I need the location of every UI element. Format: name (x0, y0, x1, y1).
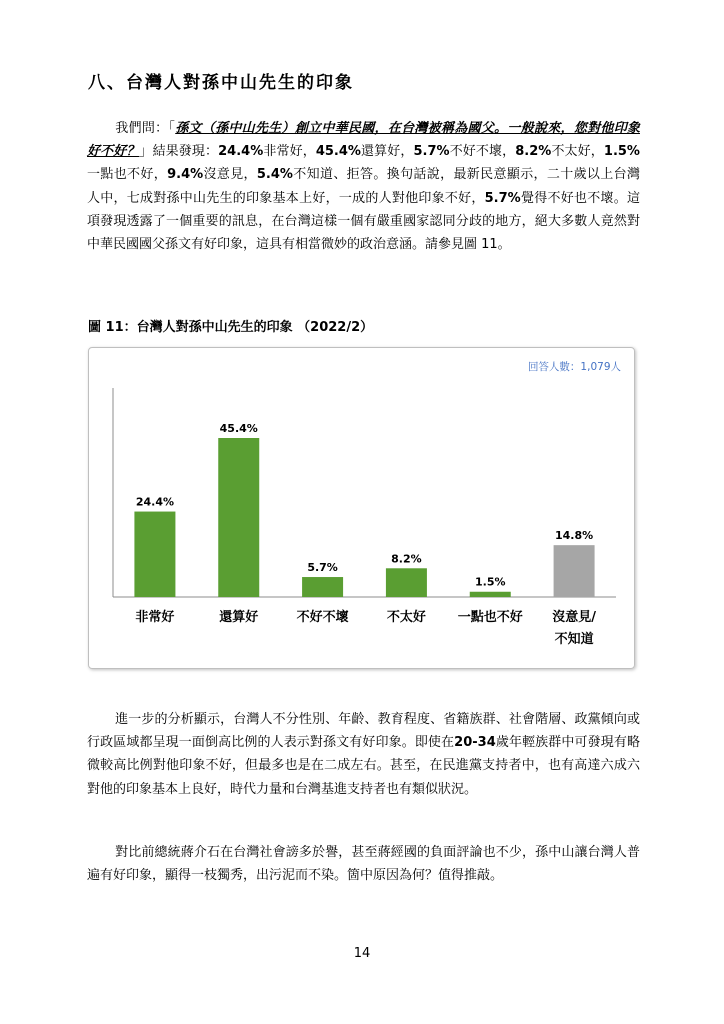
category-label: 不知道 (554, 632, 594, 647)
para1-text: 還算好， (360, 144, 414, 160)
page-number: 14 (353, 946, 371, 961)
paragraph-comparison (87, 841, 640, 887)
para1-lead: 我們問：「 (115, 121, 176, 136)
respondent-count: 回答人數：1,079人 (527, 361, 621, 373)
data-label: 1.5% (474, 575, 506, 589)
category-label: 沒意見/ (552, 610, 596, 625)
para1-text: 覺得不好也不壞。這項發現透露了一個重要的訊息，在台灣這樣一個有嚴重國家認同分歧的地方，絕大多數人竟然對中華民國國父孫文有好印象，這具有相當微妙的政治意涵。請參見圖 11。 (87, 190, 640, 253)
bar-chart (88, 347, 635, 669)
para1-text: 不知道、拒答。換句話說，最新民意顯示，二十歲以上台灣人中，七成對孫中山先生的印象基本上好，一成的人對他印象不好， (87, 167, 640, 206)
stat-very-good: 24.4% (218, 144, 264, 160)
para2-text: 進一步的分析顯示，台灣人不分性別、年齡、教育程度、省籍族群、社會階層、政黨傾向或行政區域都呈現一面倒高比例的人表示對孫文有好印象。即使在 (87, 712, 640, 751)
para1-text: 一點也不好， (87, 167, 168, 183)
bar (554, 545, 595, 597)
bar (386, 568, 427, 597)
section-title: 八、台灣人對孫中山先生的印象 (88, 73, 354, 93)
stat-dont-know: 5.4% (256, 167, 293, 183)
data-label: 14.8% (554, 529, 594, 543)
data-label: 5.7% (307, 561, 338, 575)
bar (134, 512, 175, 597)
stat-fairly-good: 45.4% (315, 144, 361, 160)
para2-text: 歲年輕族群中可發現有略微較高比例對他印象不好，但最多也是在二成左右。甚至，在民進黨支持者中，也有高達六成六對他的印象基本上良好，時代力量和台灣基進支持者也有類似狀況。 (87, 735, 640, 797)
data-label: 8.2% (391, 552, 422, 566)
para1-text: 非常好， (263, 144, 316, 160)
age-range: 20-34 (454, 735, 496, 751)
stat-neutral: 5.7% (413, 144, 450, 160)
survey-question: 孫文（孫中山先生）創立中華民國，在台灣被稱為國父。一般說來，您對他印象好不好？ (87, 121, 640, 160)
para1-bridge: 」結果發現： (139, 144, 219, 160)
category-label: 不好不壞 (296, 610, 349, 625)
bar (218, 438, 259, 597)
category-label: 不太好 (386, 610, 426, 625)
para1-text: 不好不壞， (449, 144, 516, 160)
data-label: 45.4% (219, 422, 258, 435)
stat-neither: 5.7% (484, 190, 521, 206)
chart-canvas (89, 348, 636, 670)
bar (470, 592, 511, 597)
stat-not-good: 8.2% (515, 144, 552, 160)
category-label: 一點也不好 (457, 610, 523, 625)
para3-text: 對比前總統蔣介石在台灣社會謗多於譽，甚至蔣經國的負面評論也不少，孫中山讓台灣人普遍有好印象，顯得一枝獨秀，出污泥而不染。箇中原因為何？值得推敲。 (87, 845, 640, 884)
para1-text: 沒意見， (203, 167, 257, 183)
paragraph-analysis (87, 708, 640, 801)
category-label: 還算好 (219, 610, 259, 625)
stat-no-opinion: 9.4% (167, 167, 204, 183)
bar (302, 577, 343, 597)
paragraph-question-result (87, 117, 640, 256)
data-label: 24.4% (135, 495, 175, 509)
stat-not-good-at-all: 1.5% (603, 144, 640, 160)
figure-title: 圖 11：台灣人對孫中山先生的印象 （2022/2） (88, 320, 374, 335)
para1-text: 不太好， (551, 144, 604, 160)
category-label: 非常好 (135, 610, 175, 625)
